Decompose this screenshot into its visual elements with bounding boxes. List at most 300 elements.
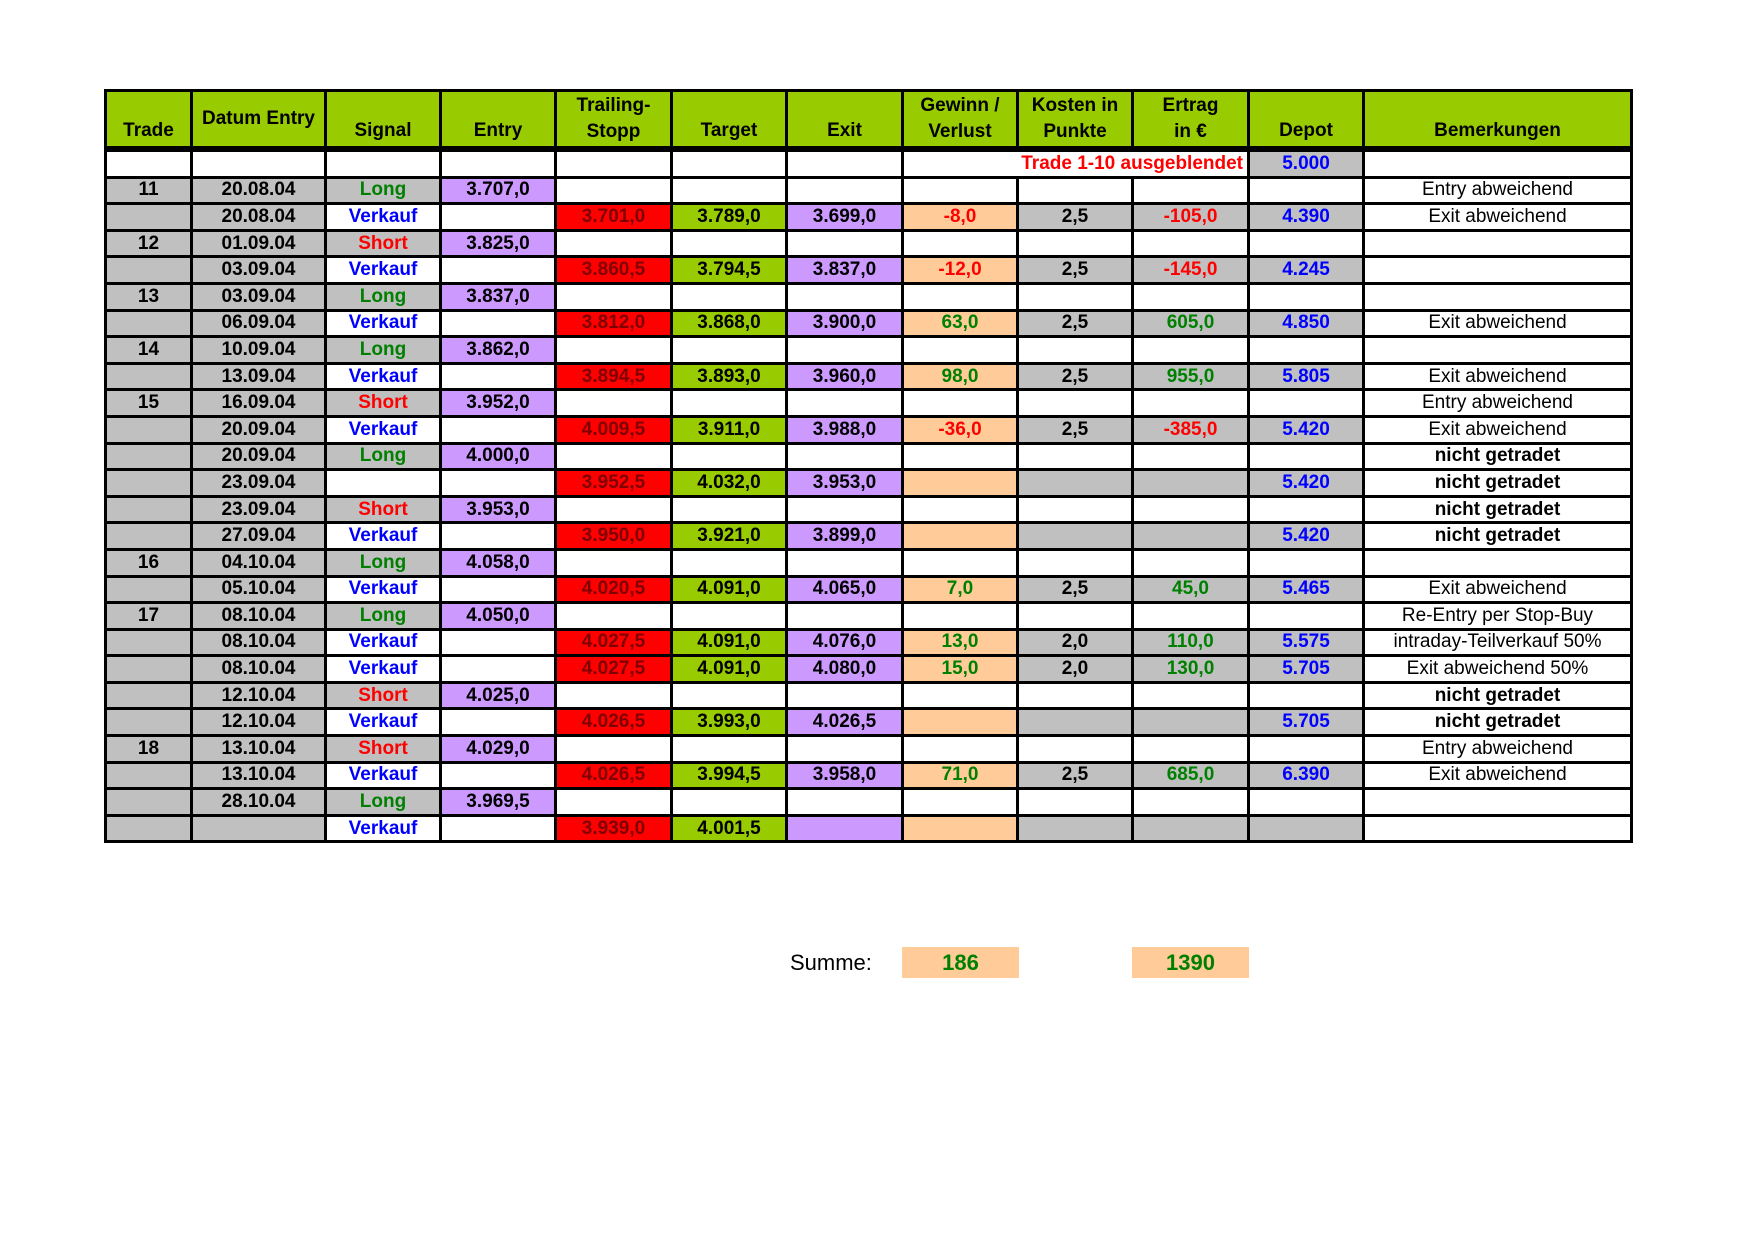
- table-row: [106, 523, 1632, 550]
- cell-trailing-stopp: 4.020,5: [556, 576, 672, 603]
- cell-trade: 13: [106, 283, 192, 310]
- cell-depot: [1249, 815, 1364, 842]
- header-trailing-stopp: [556, 91, 672, 150]
- cell-signal: Verkauf: [326, 576, 441, 603]
- table-row: [106, 736, 1632, 763]
- cell-datum: 27.09.04: [192, 523, 326, 550]
- cell-depot: 5.705: [1249, 656, 1364, 683]
- table-row: [106, 709, 1632, 736]
- cell-trailing-stopp: [556, 603, 672, 630]
- cell-kosten: [1018, 815, 1133, 842]
- cell-datum: [192, 815, 326, 842]
- header-ertrag: [1133, 91, 1249, 150]
- table-row: [106, 257, 1632, 284]
- cell-bemerkung: nicht getradet: [1364, 443, 1632, 470]
- cell-depot: [1249, 496, 1364, 523]
- cell-trailing-stopp: 3.894,5: [556, 363, 672, 390]
- cell-exit: [787, 390, 903, 417]
- cell-target: 4.091,0: [672, 656, 787, 683]
- cell-ertrag: 955,0: [1133, 363, 1249, 390]
- cell-trade: 17: [106, 603, 192, 630]
- cell-datum: 28.10.04: [192, 789, 326, 816]
- cell-signal: Verkauf: [326, 204, 441, 231]
- cell-datum: 23.09.04: [192, 470, 326, 497]
- header-depot: Depot: [1249, 91, 1364, 150]
- cell-signal: Long: [326, 603, 441, 630]
- cell-kosten: 2,5: [1018, 416, 1133, 443]
- table-row: [106, 337, 1632, 364]
- cell-trailing-stopp: 3.939,0: [556, 815, 672, 842]
- header-datum: Datum Entry: [192, 91, 326, 150]
- cell-kosten: [1018, 549, 1133, 576]
- cell-exit: [787, 337, 903, 364]
- cell-depot: [1249, 337, 1364, 364]
- cell-ertrag: 685,0: [1133, 762, 1249, 789]
- cell-kosten: [1018, 230, 1133, 257]
- cell-signal: Verkauf: [326, 762, 441, 789]
- cell-datum: 20.08.04: [192, 204, 326, 231]
- cell-trade: [106, 363, 192, 390]
- cell-exit: [787, 736, 903, 763]
- cell-depot: [1249, 603, 1364, 630]
- cell-empty: [106, 149, 192, 177]
- header-target: Target: [672, 91, 787, 150]
- cell-exit: [787, 789, 903, 816]
- cell-target: 4.091,0: [672, 576, 787, 603]
- cell-datum: 13.09.04: [192, 363, 326, 390]
- cell-trailing-stopp: [556, 496, 672, 523]
- cell-gewinn-verlust: [903, 603, 1018, 630]
- cell-gewinn-verlust: [903, 496, 1018, 523]
- cell-trade: [106, 496, 192, 523]
- cell-ertrag: [1133, 230, 1249, 257]
- cell-depot: [1249, 549, 1364, 576]
- cell-datum: 05.10.04: [192, 576, 326, 603]
- cell-trailing-stopp: 4.009,5: [556, 416, 672, 443]
- cell-gewinn-verlust: 13,0: [903, 629, 1018, 656]
- cell-bemerkung: Entry abweichend: [1364, 736, 1632, 763]
- cell-target: [672, 496, 787, 523]
- cell-trailing-stopp: [556, 443, 672, 470]
- cell-signal: Verkauf: [326, 310, 441, 337]
- cell-target: [672, 337, 787, 364]
- cell-kosten: [1018, 736, 1133, 763]
- cell-kosten: 2,0: [1018, 629, 1133, 656]
- cell-entry: [441, 363, 556, 390]
- header-kosten-line2: Punkte: [1043, 121, 1107, 142]
- cell-signal: Long: [326, 337, 441, 364]
- cell-trade: [106, 789, 192, 816]
- cell-entry: 4.050,0: [441, 603, 556, 630]
- cell-signal: Short: [326, 736, 441, 763]
- cell-kosten: 2,5: [1018, 576, 1133, 603]
- cell-kosten: [1018, 390, 1133, 417]
- cell-ertrag: [1133, 709, 1249, 736]
- cell-depot: [1249, 177, 1364, 204]
- table-row: [106, 629, 1632, 656]
- table-row: [106, 815, 1632, 842]
- cell-trailing-stopp: [556, 736, 672, 763]
- cell-target: 4.091,0: [672, 629, 787, 656]
- header-row: [106, 91, 1632, 150]
- cell-signal: Short: [326, 496, 441, 523]
- cell-bemerkung: Exit abweichend: [1364, 363, 1632, 390]
- cell-bemerkung: Exit abweichend: [1364, 576, 1632, 603]
- cell-depot: 5.705: [1249, 709, 1364, 736]
- cell-depot: 5.575: [1249, 629, 1364, 656]
- cell-exit: [787, 549, 903, 576]
- cell-signal: Verkauf: [326, 416, 441, 443]
- cell-kosten: 2,5: [1018, 257, 1133, 284]
- cell-kosten: 2,0: [1018, 656, 1133, 683]
- cell-trailing-stopp: 4.027,5: [556, 629, 672, 656]
- cell-entry: [441, 762, 556, 789]
- cell-signal: Long: [326, 549, 441, 576]
- cell-depot: 5.805: [1249, 363, 1364, 390]
- cell-exit: 3.837,0: [787, 257, 903, 284]
- cell-bemerkung: Exit abweichend 50%: [1364, 656, 1632, 683]
- cell-exit: 3.958,0: [787, 762, 903, 789]
- cell-signal: Verkauf: [326, 709, 441, 736]
- cell-signal: Verkauf: [326, 257, 441, 284]
- cell-ertrag: [1133, 496, 1249, 523]
- cell-target: [672, 390, 787, 417]
- cell-kosten: 2,5: [1018, 310, 1133, 337]
- cell-signal: Verkauf: [326, 363, 441, 390]
- cell-ertrag: -105,0: [1133, 204, 1249, 231]
- cell-signal: Verkauf: [326, 815, 441, 842]
- cell-signal: Long: [326, 443, 441, 470]
- cell-entry: [441, 523, 556, 550]
- cell-bemerkung: [1364, 815, 1632, 842]
- cell-bemerkung: Entry abweichend: [1364, 390, 1632, 417]
- cell-bemerkung: intraday-Teilverkauf 50%: [1364, 629, 1632, 656]
- cell-target: [672, 682, 787, 709]
- cell-ertrag: -385,0: [1133, 416, 1249, 443]
- cell-exit: 3.960,0: [787, 363, 903, 390]
- cell-trade: 18: [106, 736, 192, 763]
- cell-datum: 03.09.04: [192, 283, 326, 310]
- cell-datum: 13.10.04: [192, 762, 326, 789]
- cell-datum: 08.10.04: [192, 603, 326, 630]
- cell-target: 4.001,5: [672, 815, 787, 842]
- cell-entry: 4.058,0: [441, 549, 556, 576]
- table-row: [106, 177, 1632, 204]
- cell-bemerkung: Exit abweichend: [1364, 310, 1632, 337]
- cell-trailing-stopp: [556, 549, 672, 576]
- cell-exit: [787, 815, 903, 842]
- cell-ertrag: [1133, 603, 1249, 630]
- cell-depot: 5.420: [1249, 416, 1364, 443]
- header-kosten-line1: Kosten in: [1031, 95, 1119, 116]
- cell-bemerkung: [1364, 337, 1632, 364]
- cell-target: [672, 736, 787, 763]
- cell-exit: 3.988,0: [787, 416, 903, 443]
- cell-bemerkung: nicht getradet: [1364, 682, 1632, 709]
- table-row: [106, 682, 1632, 709]
- cell-trade: [106, 204, 192, 231]
- cell-gewinn-verlust: [903, 390, 1018, 417]
- cell-kosten: [1018, 443, 1133, 470]
- cell-datum: 12.10.04: [192, 682, 326, 709]
- cell-gewinn-verlust: [903, 549, 1018, 576]
- table-row: [106, 230, 1632, 257]
- cell-trade: [106, 656, 192, 683]
- cell-target: 3.921,0: [672, 523, 787, 550]
- cell-target: [672, 177, 787, 204]
- table-row: [106, 656, 1632, 683]
- cell-kosten: 2,5: [1018, 762, 1133, 789]
- header-trailing-line2: Stopp: [586, 121, 641, 142]
- summe-ertrag: 1390: [1132, 947, 1249, 978]
- cell-bemerkung: [1364, 283, 1632, 310]
- cell-depot: 4.245: [1249, 257, 1364, 284]
- cell-kosten: [1018, 496, 1133, 523]
- cell-trailing-stopp: [556, 789, 672, 816]
- cell-kosten: [1018, 603, 1133, 630]
- cell-signal: Long: [326, 789, 441, 816]
- cell-gewinn-verlust: [903, 337, 1018, 364]
- cell-gewinn-verlust: [903, 682, 1018, 709]
- cell-entry: 3.707,0: [441, 177, 556, 204]
- cell-entry: [441, 470, 556, 497]
- cell-gewinn-verlust: 98,0: [903, 363, 1018, 390]
- table-row: [106, 603, 1632, 630]
- cell-signal: Verkauf: [326, 523, 441, 550]
- cell-kosten: [1018, 789, 1133, 816]
- cell-depot: [1249, 443, 1364, 470]
- table-row: [106, 496, 1632, 523]
- cell-gewinn-verlust: 63,0: [903, 310, 1018, 337]
- cell-trade: 14: [106, 337, 192, 364]
- cell-trailing-stopp: 4.027,5: [556, 656, 672, 683]
- cell-trade: [106, 257, 192, 284]
- cell-gewinn-verlust: [903, 789, 1018, 816]
- cell-datum: 13.10.04: [192, 736, 326, 763]
- summe-gewinn-verlust: 186: [902, 947, 1019, 978]
- cell-datum: 01.09.04: [192, 230, 326, 257]
- cell-trade: [106, 470, 192, 497]
- cell-gewinn-verlust: [903, 736, 1018, 763]
- cell-entry: [441, 416, 556, 443]
- cell-trailing-stopp: [556, 390, 672, 417]
- trade-sheet: [104, 89, 1633, 843]
- cell-entry: [441, 815, 556, 842]
- cell-entry: [441, 204, 556, 231]
- cell-trade: [106, 709, 192, 736]
- cell-signal: Verkauf: [326, 629, 441, 656]
- cell-trailing-stopp: 3.950,0: [556, 523, 672, 550]
- table-row: [106, 576, 1632, 603]
- cell-kosten: [1018, 283, 1133, 310]
- cell-entry: 3.837,0: [441, 283, 556, 310]
- cell-trade: [106, 682, 192, 709]
- table-row: [106, 789, 1632, 816]
- header-kosten: [1018, 91, 1133, 150]
- cell-bemerkung: nicht getradet: [1364, 709, 1632, 736]
- cell-target: 3.794,5: [672, 257, 787, 284]
- cell-depot: 5.420: [1249, 470, 1364, 497]
- cell-ertrag: [1133, 682, 1249, 709]
- cell-exit: [787, 283, 903, 310]
- cell-depot: 4.390: [1249, 204, 1364, 231]
- cell-kosten: [1018, 337, 1133, 364]
- cell-datum: 20.09.04: [192, 416, 326, 443]
- cell-depot: [1249, 682, 1364, 709]
- cell-datum: 04.10.04: [192, 549, 326, 576]
- cell-trade: [106, 310, 192, 337]
- header-bemerkungen: Bemerkungen: [1364, 91, 1632, 150]
- header-gv-line1: Gewinn /: [920, 95, 1000, 116]
- cell-gewinn-verlust: -36,0: [903, 416, 1018, 443]
- cell-ertrag: [1133, 736, 1249, 763]
- cell-datum: 12.10.04: [192, 709, 326, 736]
- cell-datum: 16.09.04: [192, 390, 326, 417]
- table-row: [106, 204, 1632, 231]
- cell-entry: [441, 709, 556, 736]
- cell-entry: 4.025,0: [441, 682, 556, 709]
- cell-target: [672, 549, 787, 576]
- trades-table: [104, 89, 1633, 843]
- cell-gewinn-verlust: 15,0: [903, 656, 1018, 683]
- cell-signal: Short: [326, 390, 441, 417]
- cell-datum: 20.08.04: [192, 177, 326, 204]
- cell-gewinn-verlust: [903, 443, 1018, 470]
- cell-trade: [106, 443, 192, 470]
- cell-target: 4.032,0: [672, 470, 787, 497]
- cell-gewinn-verlust: 71,0: [903, 762, 1018, 789]
- cell-entry: 4.000,0: [441, 443, 556, 470]
- cell-depot: [1249, 736, 1364, 763]
- cell-ertrag: [1133, 789, 1249, 816]
- start-depot: 5.000: [1249, 149, 1364, 177]
- cell-ertrag: [1133, 177, 1249, 204]
- cell-entry: [441, 576, 556, 603]
- cell-datum: 10.09.04: [192, 337, 326, 364]
- cell-kosten: [1018, 682, 1133, 709]
- cell-gewinn-verlust: -12,0: [903, 257, 1018, 284]
- cell-ertrag: 605,0: [1133, 310, 1249, 337]
- table-row: [106, 283, 1632, 310]
- cell-trailing-stopp: 3.701,0: [556, 204, 672, 231]
- table-row: [106, 762, 1632, 789]
- cell-exit: 4.076,0: [787, 629, 903, 656]
- cell-datum: 08.10.04: [192, 629, 326, 656]
- cell-bemerkung: Entry abweichend: [1364, 177, 1632, 204]
- cell-exit: [787, 682, 903, 709]
- cell-trade: [106, 523, 192, 550]
- cell-trailing-stopp: [556, 177, 672, 204]
- table-row: [106, 363, 1632, 390]
- cell-trade: 15: [106, 390, 192, 417]
- cell-trailing-stopp: 4.026,5: [556, 762, 672, 789]
- cell-depot: 5.465: [1249, 576, 1364, 603]
- header-gewinn-verlust: [903, 91, 1018, 150]
- table-row: [106, 390, 1632, 417]
- cell-signal: [326, 470, 441, 497]
- cell-bemerkung: Exit abweichend: [1364, 762, 1632, 789]
- cell-empty: [326, 149, 441, 177]
- cell-trailing-stopp: 3.812,0: [556, 310, 672, 337]
- cell-trailing-stopp: 3.860,5: [556, 257, 672, 284]
- header-trailing-line1: Trailing-: [576, 95, 651, 116]
- cell-target: 3.789,0: [672, 204, 787, 231]
- notice-row: [106, 149, 1632, 177]
- cell-gewinn-verlust: [903, 283, 1018, 310]
- cell-depot: [1249, 230, 1364, 257]
- cell-exit: 4.026,5: [787, 709, 903, 736]
- cell-bemerkung: Exit abweichend: [1364, 416, 1632, 443]
- cell-kosten: [1018, 523, 1133, 550]
- cell-entry: [441, 656, 556, 683]
- cell-ertrag: [1133, 443, 1249, 470]
- cell-exit: 4.080,0: [787, 656, 903, 683]
- cell-exit: [787, 443, 903, 470]
- cell-trailing-stopp: [556, 283, 672, 310]
- cell-exit: 4.065,0: [787, 576, 903, 603]
- cell-empty: [556, 149, 672, 177]
- cell-trailing-stopp: [556, 230, 672, 257]
- cell-ertrag: [1133, 549, 1249, 576]
- cell-trade: [106, 629, 192, 656]
- cell-trade: 16: [106, 549, 192, 576]
- cell-bemerkung: [1364, 549, 1632, 576]
- cell-exit: [787, 230, 903, 257]
- cell-ertrag: 45,0: [1133, 576, 1249, 603]
- cell-ertrag: [1133, 283, 1249, 310]
- cell-target: 3.893,0: [672, 363, 787, 390]
- header-ertrag-line1: Ertrag: [1162, 95, 1219, 116]
- cell-target: [672, 443, 787, 470]
- cell-datum: 23.09.04: [192, 496, 326, 523]
- cell-trailing-stopp: [556, 337, 672, 364]
- summe-label: Summe:: [790, 950, 872, 975]
- cell-exit: 3.953,0: [787, 470, 903, 497]
- cell-datum: 08.10.04: [192, 656, 326, 683]
- cell-trailing-stopp: [556, 682, 672, 709]
- table-row: [106, 470, 1632, 497]
- cell-ertrag: [1133, 815, 1249, 842]
- cell-ertrag: -145,0: [1133, 257, 1249, 284]
- cell-bemerkung: nicht getradet: [1364, 496, 1632, 523]
- cell-gewinn-verlust: 7,0: [903, 576, 1018, 603]
- cell-entry: 3.862,0: [441, 337, 556, 364]
- cell-entry: 3.953,0: [441, 496, 556, 523]
- cell-gewinn-verlust: [903, 230, 1018, 257]
- cell-trade: [106, 815, 192, 842]
- table-row: [106, 310, 1632, 337]
- header-exit: Exit: [787, 91, 903, 150]
- cell-gewinn-verlust: [903, 815, 1018, 842]
- cell-kosten: [1018, 470, 1133, 497]
- cell-trade: [106, 416, 192, 443]
- cell-exit: [787, 177, 903, 204]
- cell-signal: Short: [326, 230, 441, 257]
- cell-exit: 3.900,0: [787, 310, 903, 337]
- cell-exit: 3.699,0: [787, 204, 903, 231]
- cell-target: [672, 230, 787, 257]
- header-entry: Entry: [441, 91, 556, 150]
- cell-target: [672, 789, 787, 816]
- table-row: [106, 416, 1632, 443]
- cell-kosten: [1018, 177, 1133, 204]
- cell-entry: [441, 629, 556, 656]
- cell-target: 3.993,0: [672, 709, 787, 736]
- cell-kosten: [1018, 709, 1133, 736]
- cell-empty: [441, 149, 556, 177]
- cell-gewinn-verlust: [903, 523, 1018, 550]
- cell-empty: [1364, 149, 1632, 177]
